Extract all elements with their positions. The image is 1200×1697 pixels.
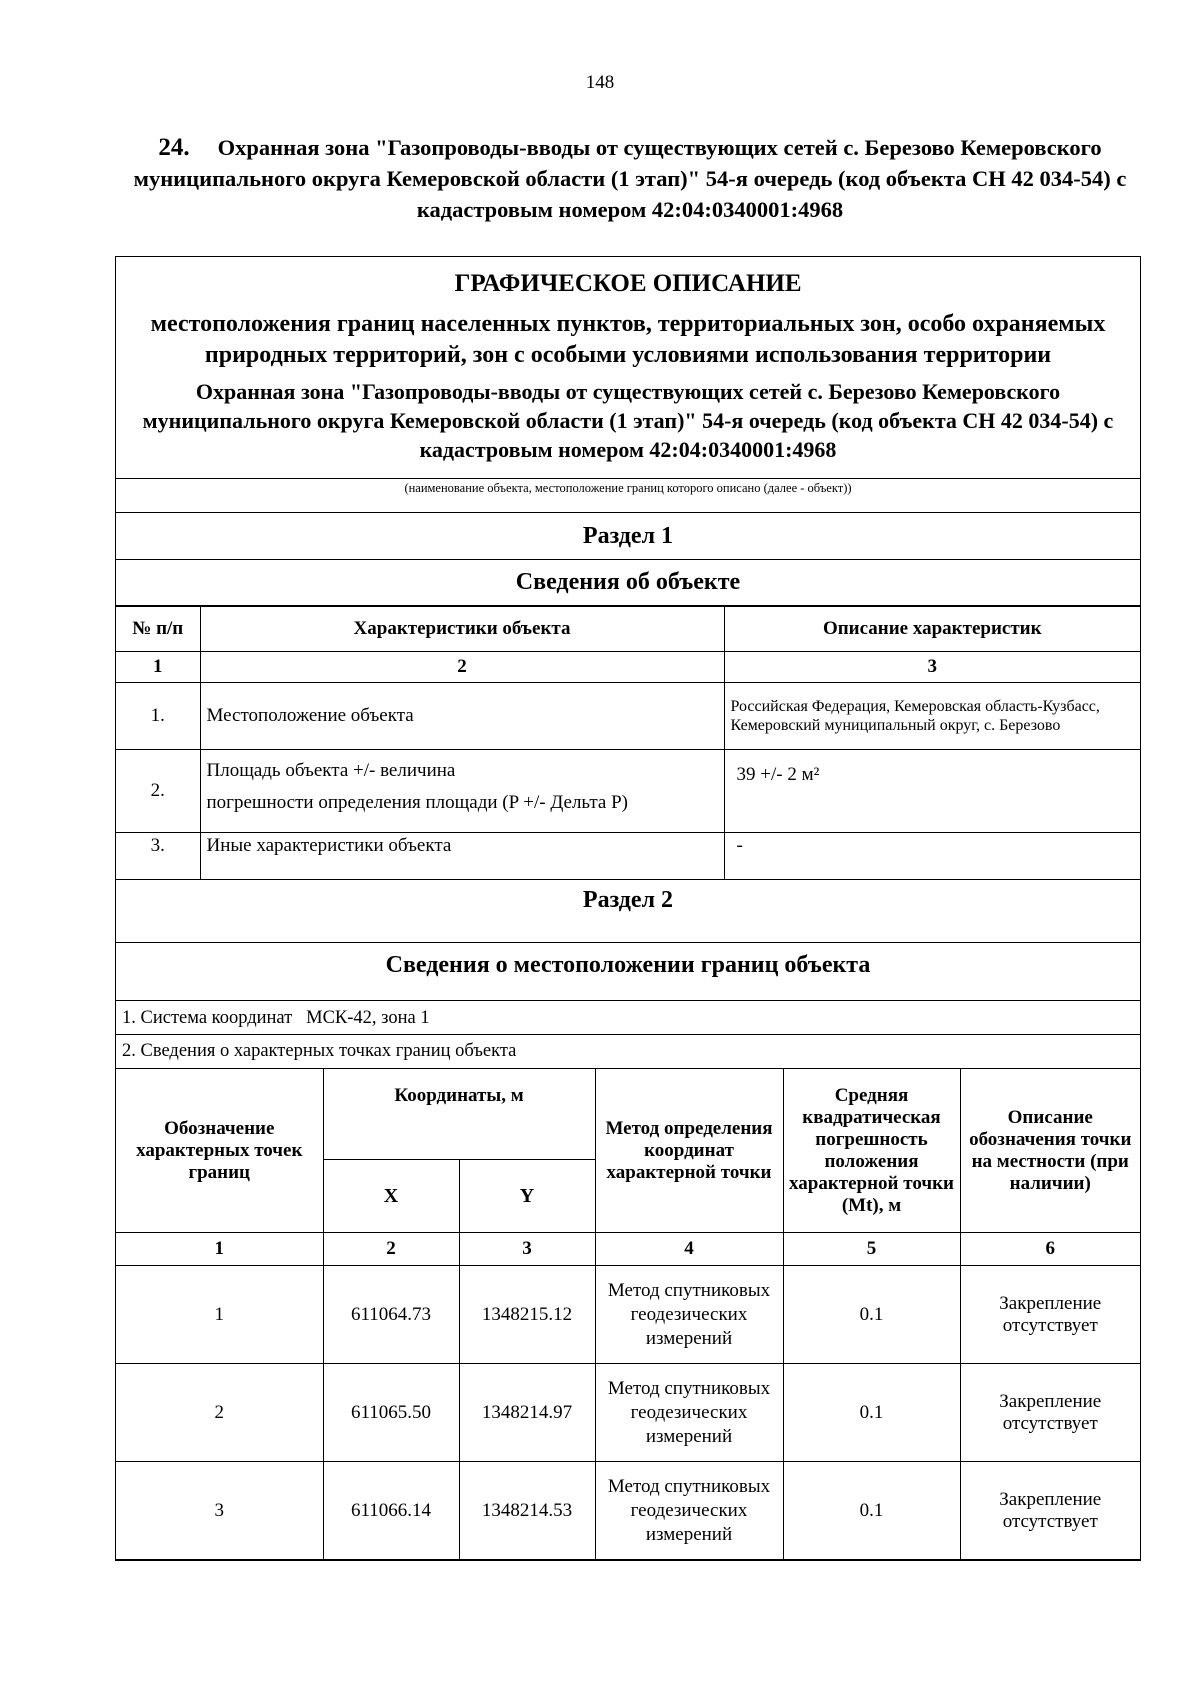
column-number: 1 [116,1233,323,1266]
row-characteristic: Иные характеристики объекта [200,833,724,880]
table-row [116,1364,1140,1462]
column-number: 1 [116,652,200,683]
point-method: Метод спутниковых геодезических измерений [595,1462,783,1560]
coordinate-system: 1. Система координат МСК-42, зона 1 [116,1001,1140,1035]
row-characteristic: Местоположение объекта [200,683,724,750]
point-mt: 0.1 [783,1462,960,1560]
table-row [116,833,1140,880]
points-caption: 2. Сведения о характерных точках границ объекта [122,1041,517,1061]
column-number: 6 [960,1233,1140,1266]
header-cell: Характеристики объекта [200,607,724,652]
header-cell: № п/п [116,607,200,652]
section1-label: Раздел 1 [116,513,1140,560]
header-coordinates: Координаты, м [323,1069,595,1160]
point-method: Метод спутниковых геодезических измерений [595,1266,783,1364]
header-error: Средняя квадратическая погрешность положения характерной точки (Mt), м [783,1069,960,1233]
section2-label: Раздел 2 [116,880,1140,943]
table-row [116,683,1140,750]
point-id: 3 [116,1462,323,1560]
point-mt: 0.1 [783,1266,960,1364]
row-number: 2. [116,750,200,833]
document-heading [130,132,1130,225]
form-subtitle: местоположения границ населенных пунктов, территориальных зон, особо охраняемых природных территорий, зон с особыми условиями использования территории [150,311,1106,368]
column-number-row [116,1233,1140,1266]
column-number: 3 [724,652,1140,683]
heading-number: 24. [158,134,190,161]
point-id: 1 [116,1266,323,1364]
point-description: Закрепление отсутствует [960,1462,1140,1560]
header-point-description: Описание обозначения точки на местности (при наличии) [960,1069,1140,1233]
point-method: Метод спутниковых геодезических измерений [595,1364,783,1462]
point-y: 1348215.12 [459,1266,595,1364]
graphic-description-form [115,256,1141,1561]
column-number: 5 [783,1233,960,1266]
table-row [116,750,1140,833]
column-number: 2 [200,652,724,683]
point-y: 1348214.97 [459,1364,595,1462]
row-characteristic-line1: Площадь объекта +/- величина [206,760,456,781]
header-y: Y [459,1160,595,1233]
header-cell: Описание характеристик [724,607,1140,652]
point-id: 2 [116,1364,323,1462]
column-number-row [116,652,1140,683]
header-method: Метод определения координат характерной точки [595,1069,783,1233]
row-description: - [724,833,1140,880]
form-title: ГРАФИЧЕСКОЕ ОПИСАНИЕ [454,270,802,297]
column-number: 2 [323,1233,459,1266]
row-characteristic [200,750,724,833]
row-description: Российская Федерация, Кемеровская область-Кузбасс, Кемеровский муниципальный округ, с. Березово [724,683,1140,750]
table-row [116,1266,1140,1364]
form-object-note: (наименование объекта, местоположение границ которого описано (далее - объект)) [116,479,1140,513]
table-row [116,1462,1140,1560]
form-object-name: Охранная зона "Газопроводы-вводы от существующих сетей с. Березово Кемеровского муниципального округа Кемеровской области (1 этап)" 54-я очередь (код объекта СН 42 034-54) с кадастровым номером 42:04:0340001:4968 [116,375,1140,479]
point-mt: 0.1 [783,1364,960,1462]
point-description: Закрепление отсутствует [960,1266,1140,1364]
row-number: 3. [116,833,200,880]
table-header-row [116,1069,1140,1160]
point-description: Закрепление отсутствует [960,1364,1140,1462]
object-characteristics-table [116,606,1140,880]
column-number: 4 [595,1233,783,1266]
row-number: 1. [116,683,200,750]
row-characteristic-line2: погрешности определения площади (P +/- Дельта P) [206,792,628,813]
row-description: 39 +/- 2 м² [724,750,1140,833]
point-x: 611064.73 [323,1266,459,1364]
page-number: 148 [585,72,615,93]
section1-title: Сведения об объекте [116,560,1140,606]
heading-text: Охранная зона "Газопроводы-вводы от существующих сетей с. Березово Кемеровского муниципального округа Кемеровской области (1 этап)" 54-я очередь (код объекта СН 42 034-54) с кадастровым номером 42:04:0340001:4968 [133,135,1127,222]
table-header-row [116,607,1140,652]
boundary-points-table [116,1068,1140,1560]
point-x: 611065.50 [323,1364,459,1462]
section2-title: Сведения о местоположении границ объекта [116,943,1140,1001]
header-x: X [323,1160,459,1233]
column-number: 3 [459,1233,595,1266]
point-y: 1348214.53 [459,1462,595,1560]
header-designation: Обозначение характерных точек границ [116,1069,323,1233]
point-x: 611066.14 [323,1462,459,1560]
